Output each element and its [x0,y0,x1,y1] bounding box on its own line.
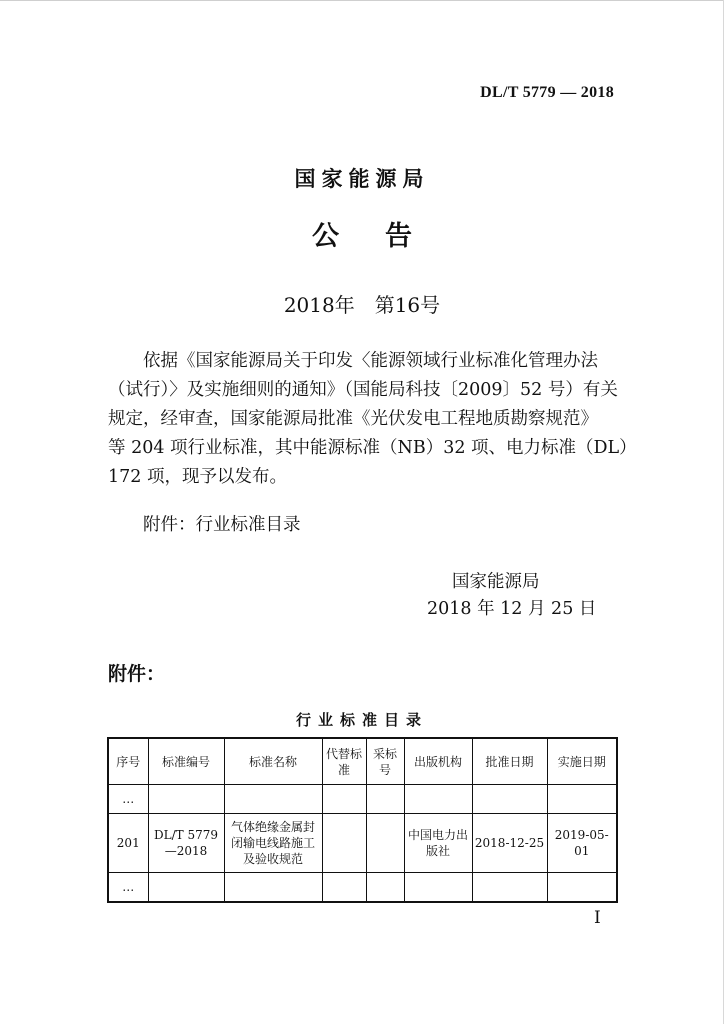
table-row [108,814,617,873]
document-type-heading: 公告 [312,221,458,252]
table-title: 行业标准目录 [295,711,428,729]
announcement-body [108,347,637,492]
cell-seq: … [108,873,148,903]
page-top-edge [0,0,724,1]
column-header: 采标号 [366,738,404,785]
column-header: 批准日期 [472,738,547,785]
issue-number: 2018年 第16号 [283,293,441,317]
cell-name [224,873,322,903]
signature-organization: 国家能源局 [452,572,540,592]
cell-publisher: 中国电力出版社 [404,814,472,873]
column-header: 标准编号 [148,738,224,785]
signature-date: 2018 年 12 月 25 日 [427,599,597,619]
cell-approval-date: 2018-12-25 [472,814,547,873]
table-row [108,785,617,814]
issuer-title: 国家能源局 [294,167,430,191]
cell-adopted [366,814,404,873]
cell-approval-date [472,873,547,903]
column-header: 出版机构 [404,738,472,785]
column-header: 序号 [108,738,148,785]
cell-seq: … [108,785,148,814]
column-header: 代替标准 [322,738,366,785]
cell-code [148,785,224,814]
attachment-label: 附件： [108,663,166,685]
cell-name: 气体绝缘金属封闭输电线路施工及验收规范 [224,814,322,873]
cell-publisher [404,785,472,814]
cell-effective-date [547,785,617,814]
cell-name [224,785,322,814]
table-row [108,873,617,903]
body-line: 依据《国家能源局关于印发〈能源领域行业标准化管理办法 [143,351,598,371]
column-header: 实施日期 [547,738,617,785]
cell-effective-date [547,873,617,903]
page-number: I [594,908,601,928]
cell-replaces [322,814,366,873]
body-line: 规定，经审查，国家能源局批准《光伏发电工程地质勘察规范》 [108,409,598,429]
column-header: 标准名称 [224,738,322,785]
cell-publisher [404,873,472,903]
cell-adopted [366,873,404,903]
standards-table [107,737,618,903]
cell-replaces [322,873,366,903]
body-line: 等 204 项行业标准，其中能源标准（NB）32 项、电力标准（DL） [108,438,637,458]
cell-replaces [322,785,366,814]
cell-adopted [366,785,404,814]
standard-code: DL/T 5779 — 2018 [480,84,614,101]
cell-approval-date [472,785,547,814]
table-header-row [108,738,617,785]
cell-effective-date: 2019-05-01 [547,814,617,873]
cell-seq: 201 [108,814,148,873]
body-line: （试行）〉及实施细则的通知》（国能局科技〔2009〕52 号）有关 [108,380,618,400]
body-line: 172 项，现予以发布。 [108,467,287,487]
cell-code [148,873,224,903]
attachment-note: 附件：行业标准目录 [143,515,301,535]
cell-code: DL/T 5779—2018 [148,814,224,873]
